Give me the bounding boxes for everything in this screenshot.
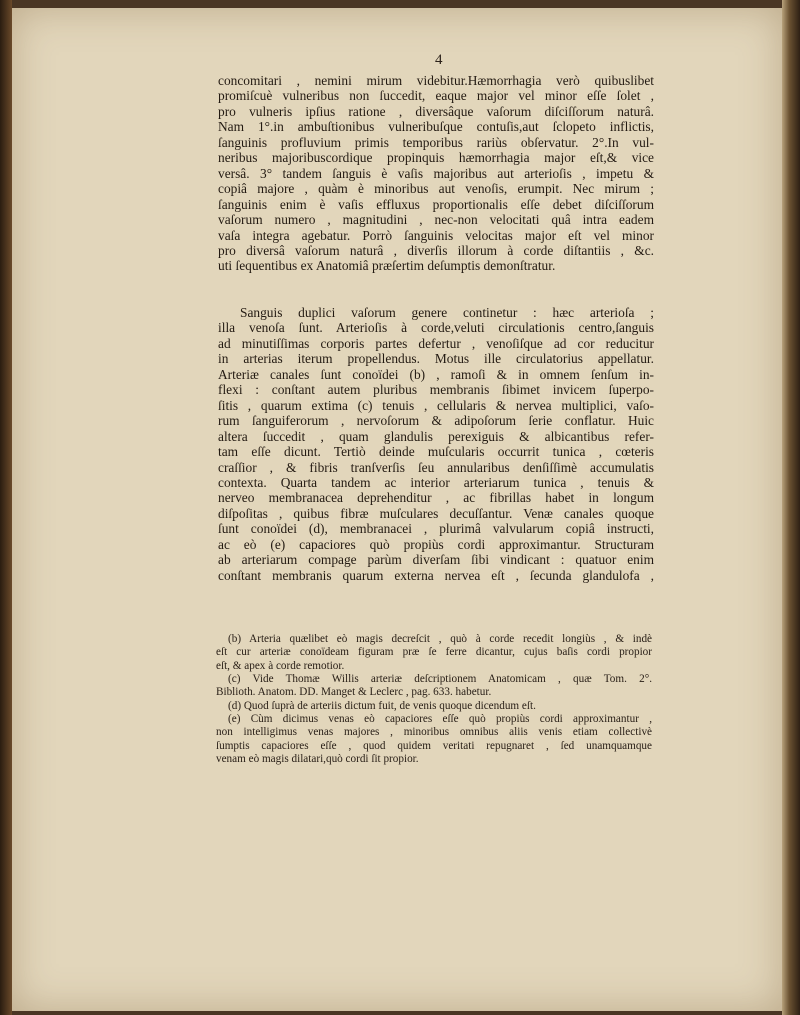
text-line: in arterias iterum propellendus. Motus ille circulatorius appellatur. [218,351,654,367]
text-line: Sanguis duplici vaſorum genere continetur : hæc arterioſa ; [240,305,654,320]
text-line: uti ſequentibus ex Anatomiâ præſertim deſumptis demonſtratur. [218,258,556,274]
text-line: craſſior , & fibris tranſverſis ſeu annularibus denſiſſimè accumulatis [218,459,654,475]
text-line: vaſorum numero , magnitudini , nec-non velocitati quâ intra eadem [218,212,654,228]
text-line: diſpoſitas , quibus fibræ muſculares decuſſantur. Venæ canales quoque [218,505,654,521]
text-line: ſitis , quarum extima (c) tenuis , cellularis & nervea multiplici, vaſo- [218,397,654,413]
binding-edge [0,0,12,1015]
footnote-line: (d) Quod ſuprà de arteriis dictum fuit, de venis quoque dicendum eſt. [228,699,536,712]
text-line: ab arteriarum compage parùm diverſam ſibi vindicant : quatuor enim [218,552,654,568]
text-line: ſanguinis enim è vaſis effluxus proportionalis eſſe debet diſciſſorum [218,196,654,212]
text-line: Nam 1°.in ambuſtionibus vulneribuſque contuſis,aut ſclopeto inflictis, [218,119,654,135]
text-line: versâ. 3° tandem ſanguis è vaſis majoribus aut arterioſis , impetu & [218,165,654,181]
text-line: illa venoſa ſunt. Arterioſis à corde,veluti circulationis centro,ſanguis [218,320,654,336]
text-line: ad minutiſſimas corporis partes defertur , venoſiſque ad cor reducitur [218,335,654,351]
text-line: nerveo membranacea deprehenditur , ac fibrillas habet in longum [218,490,654,506]
text-line: rum ſanguiferorum , nervoſorum & adipoſorum ſerie conflatur. Huic [218,413,654,429]
text-line: conſtant membranis quarum externa nervea eſt , ſecunda glandulofa , [218,567,654,583]
footnote-line: Biblioth. Anatom. DD. Manget & Leclerc , pag. 633. habetur. [216,686,492,699]
footnote-line: eſt cur arteriæ conoïdeam figuram præ ſe ferre dicantur, cujus baſis cordi propior [216,646,652,659]
paragraph-1 [218,73,654,274]
footnote-line: non intelligimus venas majores , minoribus omnibus aliis venis etiam collectivè [216,726,652,739]
text-line: ſunt conoïdei (d), membranacei , plurimâ valvularum copiâ instructi, [218,521,654,537]
text-line: flexi : conſtant autem pluribus membranis ſibimet invicem ſuperpo- [218,382,654,398]
text-line: Arteriæ canales ſunt conoïdei (b) , ramoſi & in omnem ſenſum in- [218,366,654,382]
text-line: tam eſſe dicunt. Tertiò deinde muſcularis occurrit tunica , cœteris [218,444,654,460]
paragraph-2 [218,305,654,583]
page-number: 4 [435,52,443,68]
text-line: copiâ majore , quàm è minoribus aut venoſis, erumpit. Nec mirum ; [218,181,654,197]
text-line: contexta. Quarta tandem ac interior arteriarum tunica , tenuis & [218,474,654,490]
text-line: pro vulneris ipſius ratione , diversâque vaſorum diſciſſorum naturâ. [218,103,654,119]
footnotes [216,633,652,766]
footnote-line: (e) Cùm dicimus venas eò capaciores eſſe quò propiùs cordi approximantur , [228,713,652,726]
footnote-line: (b) Arteria quælibet eò magis decreſcit , quò à corde recedit longiùs , & indè [228,633,652,645]
page-edge [782,0,800,1015]
footnote-line: ſumptis capaciores eſſe , quod quidem veritati repugnaret , ſed unamquamque [216,739,652,752]
text-line: vaſa integra agebatur. Porrò ſanguinis velocitas major eſt vel minor [218,227,654,243]
text-line: promiſcuè vulneribus non ſuccedit, eaque major vel minor eſſe ſolet , [218,88,654,104]
text-line: ſanguinis profluvium primis temporibus rariùs obſervatur. 2°.In vul- [218,134,654,150]
text-line: altera ſuccedit , quam glandulis perexiguis & albicantibus refer- [218,428,654,444]
footnote-line: (c) Vide Thomæ Willis arteriæ deſcriptionem Anatomicam , quæ Tom. 2°. [228,673,652,686]
text-line: ac eò (e) capaciores quò propiùs cordi approximantur. Structuram [218,536,654,552]
footnote-line: eſt, & apex à corde remotior. [216,659,345,672]
footnote-line: venam eò magis dilatari,quò cordi ſit propior. [216,753,419,766]
text-line: neribus majoribuscordique propinquis hæmorrhagia major eſt,& vice [218,150,654,166]
text-line: pro diversâ vaſorum naturâ , diverſis illorum à corde diſtantiis , &c. [218,242,654,258]
text-line: concomitari , nemini mirum videbitur.Hæmorrhagia verò quibuslibet [218,73,654,88]
